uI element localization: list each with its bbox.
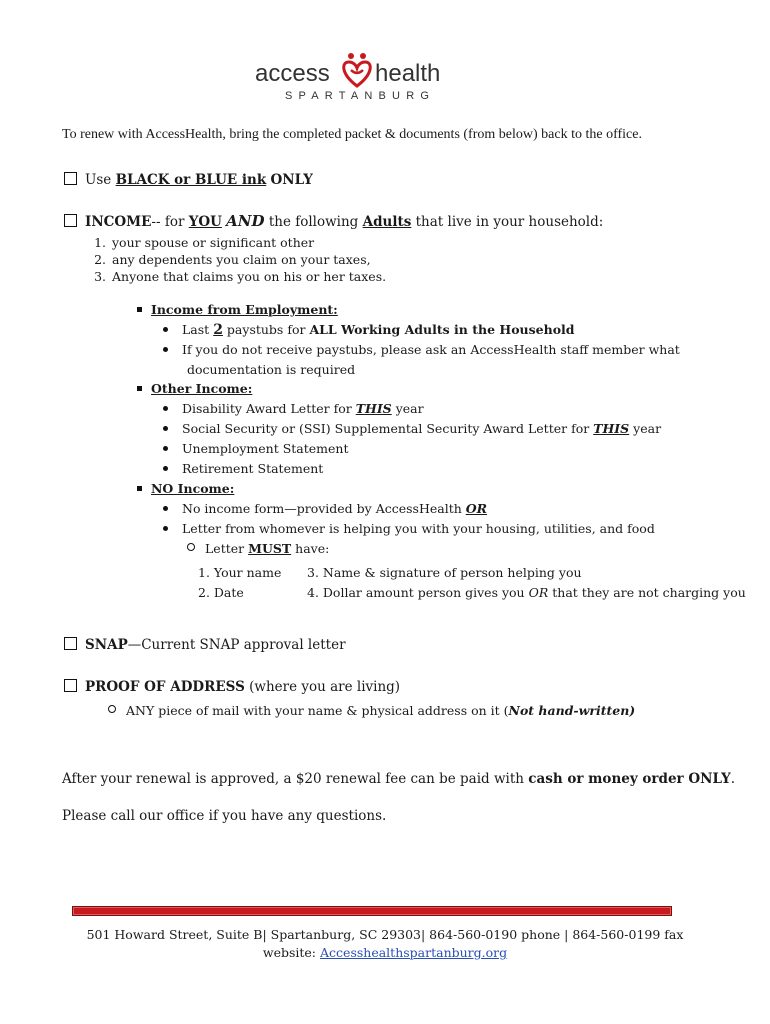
list-item-continued: documentation is required xyxy=(187,362,356,377)
proof-of-address-item: PROOF OF ADDRESS (where you are living) xyxy=(64,679,400,695)
employment-title: Income from Employment: xyxy=(137,300,680,320)
letter-req-1: 1. Your name xyxy=(198,565,282,580)
letter-req-4: 4. Dollar amount person gives you OR that they are not charging you xyxy=(307,585,746,600)
list-item: If you do not receive paystubs, please ask an AccessHealth staff member what xyxy=(137,340,680,360)
checkbox-ink[interactable] xyxy=(64,172,77,185)
contact-note: Please call our office if you have any questions. xyxy=(62,808,387,824)
heart-people-icon xyxy=(337,50,377,90)
employment-section xyxy=(137,300,680,380)
list-item: Unemployment Statement xyxy=(137,439,661,459)
footer-address: 501 Howard Street, Suite B| Spartanburg, SC 29303| 864-560-0190 phone | 864-560-0199 fax xyxy=(86,927,684,942)
logo-text-health: health xyxy=(375,60,441,87)
list-item: 3. Anyone that claims you on his or her taxes. xyxy=(94,269,387,284)
list-item: No income form—provided by AccessHealth OR xyxy=(137,499,655,519)
intro-text: To renew with AccessHealth, bring the completed packet & documents (from below) back to the office. xyxy=(62,127,642,142)
no-income-title: NO Income: xyxy=(137,479,655,499)
logo-text-access: access xyxy=(255,60,330,87)
list-item: Last 2 paystubs for ALL Working Adults in the Household xyxy=(137,320,680,340)
snap-item: SNAP—Current SNAP approval letter xyxy=(64,637,346,653)
checkbox-snap[interactable] xyxy=(64,637,77,650)
checkbox-income[interactable] xyxy=(64,214,77,227)
letter-req-3: 3. Name & signature of person helping you xyxy=(307,565,582,580)
list-item: Letter MUST have: xyxy=(137,539,655,559)
list-item: Letter from whomever is helping you with your housing, utilities, and food xyxy=(137,519,655,539)
list-item: Retirement Statement xyxy=(137,459,661,479)
footer-website: website: Accesshealthspartanburg.org xyxy=(262,945,508,960)
checkbox-proof-of-address[interactable] xyxy=(64,679,77,692)
website-link[interactable]: Accesshealthspartanburg.org xyxy=(320,945,508,960)
other-income-title: Other Income: xyxy=(137,379,661,399)
list-item: Disability Award Letter for THIS year xyxy=(137,399,661,419)
accesshealth-logo xyxy=(255,50,475,105)
footer-divider xyxy=(72,906,672,916)
proof-of-address-detail: ANY piece of mail with your name & physical address on it (Not hand-written) xyxy=(108,701,635,721)
list-item: 2. any dependents you claim on your taxes, xyxy=(94,252,371,267)
list-item: Social Security or (SSI) Supplemental Security Award Letter for THIS year xyxy=(137,419,661,439)
other-income-section xyxy=(137,379,661,479)
no-income-section xyxy=(137,479,655,559)
renewal-fee-text: After your renewal is approved, a $20 renewal fee can be paid with cash or money order ONLY. xyxy=(62,771,736,787)
list-item: 1. your spouse or significant other xyxy=(94,235,315,250)
income-heading: INCOME-- for YOU AND the following Adults that live in your household: xyxy=(64,212,603,230)
letter-req-2: 2. Date xyxy=(198,585,244,600)
logo-subtitle: SPARTANBURG xyxy=(285,90,436,102)
income-members-list xyxy=(84,234,386,285)
ink-requirement: Use BLACK or BLUE ink ONLY xyxy=(64,172,313,188)
